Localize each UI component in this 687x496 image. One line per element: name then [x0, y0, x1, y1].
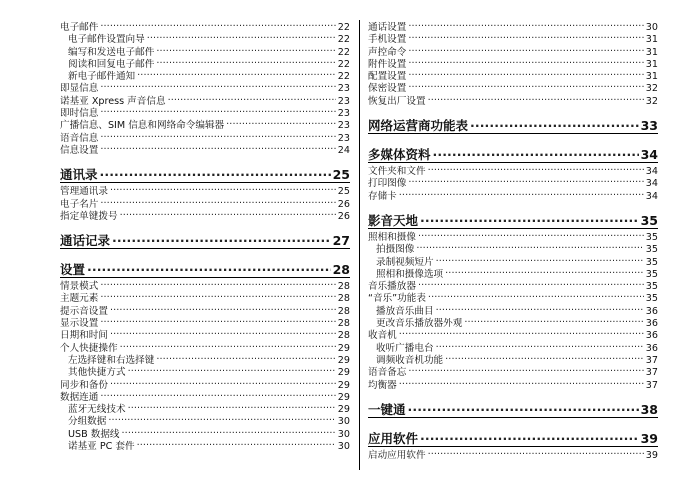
- toc-entry[interactable]: [368, 448, 658, 460]
- toc-left-column: [60, 20, 350, 451]
- dot-leader: [137, 439, 336, 449]
- toc-page-number: 30: [337, 428, 350, 440]
- toc-right-column: [368, 20, 658, 460]
- toc-entry-title: 拍摄图像: [376, 244, 415, 255]
- toc-entry-title: 电子邮件: [60, 22, 99, 33]
- dot-leader: [122, 427, 336, 437]
- toc-entry[interactable]: [60, 341, 350, 353]
- toc-chapter[interactable]: [368, 401, 658, 417]
- toc-entry-title: 播放音乐曲目: [376, 305, 434, 317]
- toc-entry-title: 即显信息: [60, 83, 99, 94]
- dot-leader: [226, 118, 336, 128]
- toc-subentry[interactable]: [60, 57, 350, 69]
- dot-leader: [436, 304, 644, 314]
- dot-leader: [428, 94, 644, 104]
- toc-page-number: 23: [337, 108, 350, 119]
- toc-entry-title: 信息设置: [60, 144, 99, 156]
- dot-leader: [112, 232, 331, 245]
- toc-entry-title: 调频收音机功能: [376, 354, 444, 366]
- toc-subentry[interactable]: [60, 365, 350, 377]
- toc-page-number: 30: [337, 441, 350, 452]
- toc-entry[interactable]: [60, 328, 350, 340]
- dot-leader: [147, 32, 336, 42]
- dot-leader: [433, 146, 639, 159]
- dot-leader: [100, 316, 335, 326]
- toc-entry-title: 音乐播放器: [368, 281, 416, 292]
- toc-entry[interactable]: [60, 94, 350, 106]
- toc-subentry[interactable]: [368, 353, 658, 365]
- toc-entry-title: 文件夹和文件: [368, 166, 426, 177]
- dot-leader: [408, 45, 643, 55]
- toc-entry-title: 设置: [60, 262, 86, 278]
- toc-page-number: 23: [337, 132, 350, 143]
- toc-page-number: 25: [337, 186, 350, 197]
- toc-entry-title: 左选择键和右选择键: [68, 354, 155, 366]
- toc-entry-title: “音乐”功能表: [368, 293, 426, 304]
- dot-leader: [445, 267, 644, 277]
- dot-leader: [120, 341, 336, 351]
- toc-entry[interactable]: [60, 131, 350, 143]
- dot-leader: [420, 212, 639, 225]
- toc-entry-title: 通话设置: [368, 22, 407, 33]
- toc-page-number: 32: [645, 95, 658, 107]
- toc-entry-title: 收听广播电台: [376, 342, 434, 353]
- toc-entry[interactable]: [368, 20, 658, 32]
- toc-page-number: 37: [645, 379, 658, 390]
- toc-subentry[interactable]: [368, 316, 658, 328]
- dot-leader: [156, 353, 335, 363]
- toc-entry[interactable]: [60, 304, 350, 316]
- section-gap: [60, 155, 350, 166]
- dot-leader: [110, 184, 336, 194]
- toc-page-number: 35: [645, 244, 658, 255]
- toc-entry[interactable]: [60, 378, 350, 390]
- toc-page-number: 31: [645, 46, 658, 57]
- toc-entry-title: 即时信息: [60, 108, 99, 119]
- dot-leader: [408, 365, 643, 375]
- dot-leader: [100, 390, 335, 400]
- toc-chapter[interactable]: [60, 261, 350, 277]
- toc-page-number: 26: [337, 198, 350, 209]
- dot-leader: [470, 117, 639, 130]
- toc-entry-title: 阅读和回复电子邮件: [68, 58, 155, 70]
- toc-entry-title: 显示设置: [60, 318, 99, 329]
- toc-entry-title: 其他快捷方式: [68, 367, 126, 378]
- toc-page-number: 28: [337, 330, 350, 341]
- toc-page-number: 29: [337, 404, 350, 415]
- dot-leader: [100, 291, 335, 301]
- toc-page-number: 34: [640, 147, 658, 163]
- toc-entry-title: 配置设置: [368, 71, 407, 82]
- toc-page-number: 31: [645, 58, 658, 70]
- toc-subentry[interactable]: [60, 353, 350, 365]
- dot-leader: [100, 143, 335, 153]
- toc-entry-title: 语音信息: [60, 132, 99, 143]
- toc-subentry[interactable]: [368, 304, 658, 316]
- toc-page-number: 35: [645, 268, 658, 280]
- toc-chapter[interactable]: [60, 166, 350, 182]
- dot-leader: [156, 45, 335, 55]
- chapter-rule: [368, 417, 658, 418]
- toc-entry[interactable]: [60, 20, 350, 32]
- toc-page-number: 36: [645, 342, 658, 353]
- toc-entry-title: 启动应用软件: [368, 449, 426, 461]
- toc-entry[interactable]: [368, 164, 658, 176]
- toc-entry[interactable]: [368, 176, 658, 188]
- toc-entry-title: 通话记录: [60, 233, 111, 249]
- toc-subentry[interactable]: [368, 341, 658, 353]
- toc-subentry[interactable]: [60, 45, 350, 57]
- dot-leader: [445, 353, 644, 363]
- dot-leader: [399, 189, 644, 199]
- chapter-rule: [368, 133, 658, 134]
- toc-entry-title: 个人快捷操作: [60, 342, 118, 353]
- dot-leader: [399, 328, 644, 338]
- dot-leader: [428, 164, 644, 174]
- dot-leader: [128, 402, 336, 412]
- toc-entry[interactable]: [368, 81, 658, 93]
- toc-entry-title: 编写和发送电子邮件: [68, 46, 155, 57]
- toc-entry-title: 保密设置: [368, 83, 407, 94]
- section-gap: [368, 390, 658, 401]
- toc-page-number: 36: [645, 305, 658, 317]
- dot-leader: [110, 328, 336, 338]
- toc-entry-title: 照相和摄像选项: [376, 268, 444, 280]
- toc-entry-title: 广播信息、SIM 信息和网络命令编辑器: [60, 120, 225, 131]
- toc-entry-title: 提示音设置: [60, 305, 108, 317]
- chapter-rule: [60, 182, 350, 183]
- toc-entry[interactable]: [60, 291, 350, 303]
- dot-leader: [120, 209, 336, 219]
- dot-leader: [464, 316, 643, 326]
- toc-page-number: 28: [337, 305, 350, 317]
- toc-page-number: 39: [645, 449, 658, 461]
- toc-subentry[interactable]: [60, 32, 350, 44]
- dot-leader: [420, 430, 639, 443]
- dot-leader: [110, 378, 336, 388]
- toc-subentry[interactable]: [60, 439, 350, 451]
- toc-chapter[interactable]: [368, 117, 658, 133]
- dot-leader: [408, 81, 643, 91]
- toc-page-number: 22: [337, 22, 350, 33]
- section-gap: [60, 250, 350, 261]
- toc-entry[interactable]: [368, 328, 658, 340]
- toc-entry[interactable]: [60, 197, 350, 209]
- toc-page-number: 37: [645, 367, 658, 378]
- toc-entry-title: 蓝牙无线技术: [68, 404, 126, 415]
- chapter-rule: [60, 277, 350, 278]
- toc-entry[interactable]: [368, 69, 658, 81]
- toc-entry[interactable]: [60, 316, 350, 328]
- toc-entry[interactable]: [60, 118, 350, 130]
- toc-entry[interactable]: [60, 106, 350, 118]
- dot-leader: [128, 365, 336, 375]
- toc-page-number: 34: [645, 166, 658, 177]
- column-divider: [359, 20, 360, 470]
- toc-entry[interactable]: [60, 279, 350, 291]
- toc-entry[interactable]: [368, 230, 658, 242]
- toc-entry-title: 语音备忘: [368, 367, 407, 378]
- toc-page-number: 22: [337, 46, 350, 57]
- chapter-rule: [368, 228, 658, 229]
- dot-leader: [100, 106, 335, 116]
- dot-leader: [416, 242, 643, 252]
- toc-entry-title: 情景模式: [60, 281, 99, 292]
- dot-leader: [408, 401, 639, 414]
- toc-entry-title: 诺基亚 PC 套件: [68, 441, 135, 452]
- toc-entry-title: 管理通讯录: [60, 186, 108, 197]
- toc-page-number: 28: [332, 262, 350, 278]
- toc-chapter[interactable]: [60, 232, 350, 248]
- toc-entry-title: 主题元素: [60, 293, 99, 304]
- toc-subentry[interactable]: [368, 255, 658, 267]
- toc-entry[interactable]: [368, 45, 658, 57]
- toc-page-number: 23: [337, 120, 350, 131]
- toc-entry[interactable]: [368, 57, 658, 69]
- toc-page-number: 31: [645, 34, 658, 45]
- toc-page-number: 25: [332, 167, 350, 183]
- toc-page-number: 29: [337, 379, 350, 390]
- dot-leader: [418, 279, 644, 289]
- toc-page-number: 39: [640, 430, 658, 446]
- dot-leader: [110, 304, 336, 314]
- toc-entry-title: 分组数据: [68, 416, 107, 427]
- toc-page-number: 32: [645, 83, 658, 94]
- toc-page-number: 35: [645, 256, 658, 267]
- section-gap: [60, 221, 350, 232]
- toc-subentry[interactable]: [368, 242, 658, 254]
- toc-entry-title: 存储卡: [368, 190, 397, 201]
- toc-entry[interactable]: [368, 291, 658, 303]
- dot-leader: [428, 448, 644, 458]
- toc-entry[interactable]: [368, 378, 658, 390]
- toc-entry[interactable]: [60, 143, 350, 155]
- toc-page-number: 29: [337, 367, 350, 378]
- toc-page-number: 28: [337, 318, 350, 329]
- toc-page-number: 35: [645, 231, 658, 243]
- toc-entry[interactable]: [368, 32, 658, 44]
- toc-entry-title: 日期和时间: [60, 330, 108, 341]
- dot-leader: [436, 255, 644, 265]
- dot-leader: [428, 291, 644, 301]
- toc-page-number: 37: [645, 354, 658, 366]
- toc-entry-title: 电子名片: [60, 198, 99, 209]
- toc-entry[interactable]: [60, 209, 350, 221]
- toc-entry-title: 均衡器: [368, 379, 397, 390]
- toc-entry-title: 电子邮件设置向导: [68, 34, 145, 45]
- dot-leader: [108, 414, 335, 424]
- toc-entry-title: 影音天地: [368, 212, 419, 228]
- toc-entry-title: 新电子邮件通知: [68, 71, 136, 82]
- toc-subentry[interactable]: [368, 267, 658, 279]
- toc-page-number: 23: [337, 83, 350, 94]
- toc-entry-title: 录制视频短片: [376, 256, 434, 267]
- toc-entry-title: 指定单键拨号: [60, 210, 118, 222]
- toc-entry-title: 声控命令: [368, 46, 407, 57]
- toc-entry[interactable]: [60, 184, 350, 196]
- dot-leader: [408, 32, 643, 42]
- toc-entry-title: 更改音乐播放器外观: [376, 318, 463, 329]
- toc-entry-title: 附件设置: [368, 58, 407, 70]
- section-gap: [368, 135, 658, 146]
- dot-leader: [137, 69, 336, 79]
- section-gap: [368, 419, 658, 430]
- toc-page-number: 36: [645, 318, 658, 329]
- toc-entry-title: 打印图像: [368, 178, 407, 189]
- section-gap: [368, 106, 658, 117]
- dot-leader: [100, 279, 335, 289]
- toc-entry-title: 应用软件: [368, 430, 419, 446]
- chapter-rule: [60, 248, 350, 249]
- toc-page-number: 35: [645, 281, 658, 292]
- toc-entry-title: 数据连通: [60, 391, 99, 403]
- toc-page-number: 31: [645, 71, 658, 82]
- toc-chapter[interactable]: [368, 146, 658, 162]
- toc-entry[interactable]: [368, 365, 658, 377]
- toc-entry[interactable]: [60, 390, 350, 402]
- dot-leader: [156, 57, 335, 67]
- dot-leader: [436, 341, 644, 351]
- toc-page-number: 36: [645, 330, 658, 341]
- toc-page-number: 28: [337, 281, 350, 292]
- toc-page-number: 34: [645, 190, 658, 201]
- toc-entry[interactable]: [60, 81, 350, 93]
- toc-page-number: 34: [645, 178, 658, 189]
- dot-leader: [408, 57, 643, 67]
- toc-entry-title: 通讯录: [60, 167, 98, 183]
- toc-page-number: 22: [337, 34, 350, 45]
- toc-entry[interactable]: [368, 94, 658, 106]
- toc-entry-title: 手机设置: [368, 34, 407, 45]
- toc-page-number: 38: [640, 401, 658, 417]
- toc-page-number: 24: [337, 144, 350, 156]
- dot-leader: [408, 20, 643, 30]
- toc-entry[interactable]: [368, 189, 658, 201]
- dot-leader: [408, 69, 643, 79]
- dot-leader: [100, 197, 335, 207]
- toc-subentry[interactable]: [60, 69, 350, 81]
- dot-leader: [100, 20, 335, 30]
- dot-leader: [100, 166, 331, 179]
- dot-leader: [87, 261, 331, 274]
- toc-entry-title: 收音机: [368, 330, 397, 341]
- toc-page-number: 29: [337, 391, 350, 403]
- dot-leader: [168, 94, 336, 104]
- dot-leader: [100, 131, 335, 141]
- dot-leader: [408, 176, 643, 186]
- toc-entry-title: 诺基亚 Xpress 声音信息: [60, 95, 166, 107]
- toc-page-number: 22: [337, 58, 350, 70]
- toc-page-number: 27: [332, 233, 350, 249]
- chapter-rule: [368, 446, 658, 447]
- toc-entry-title: 恢复出厂设置: [368, 95, 426, 107]
- toc-page-number: 35: [640, 212, 658, 228]
- toc-subentry[interactable]: [60, 414, 350, 426]
- toc-page-number: 29: [337, 354, 350, 366]
- section-gap: [368, 201, 658, 212]
- chapter-rule: [368, 162, 658, 163]
- toc-page-number: 29: [337, 342, 350, 353]
- dot-leader: [418, 230, 644, 240]
- toc-chapter[interactable]: [368, 212, 658, 228]
- toc-page-number: 28: [337, 293, 350, 304]
- toc-page-number: 26: [337, 210, 350, 222]
- toc-page-number: 35: [645, 293, 658, 304]
- toc-entry-title: USB 数据线: [68, 428, 120, 440]
- toc-entry-title: 一键通: [368, 401, 406, 417]
- toc-page-number: 23: [337, 95, 350, 107]
- toc-subentry[interactable]: [60, 427, 350, 439]
- toc-entry-title: 照相和摄像: [368, 231, 416, 243]
- toc-page-number: 30: [645, 22, 658, 33]
- toc-entry[interactable]: [368, 279, 658, 291]
- dot-leader: [100, 81, 335, 91]
- toc-chapter[interactable]: [368, 430, 658, 446]
- dot-leader: [399, 378, 644, 388]
- toc-page-number: 30: [337, 416, 350, 427]
- toc-page-number: 22: [337, 71, 350, 82]
- toc-entry-title: 多媒体资料: [368, 147, 431, 163]
- toc-subentry[interactable]: [60, 402, 350, 414]
- toc-entry-title: 网络运营商功能表: [368, 118, 469, 134]
- toc-entry-title: 同步和备份: [60, 379, 108, 390]
- toc-page-number: 33: [640, 118, 658, 134]
